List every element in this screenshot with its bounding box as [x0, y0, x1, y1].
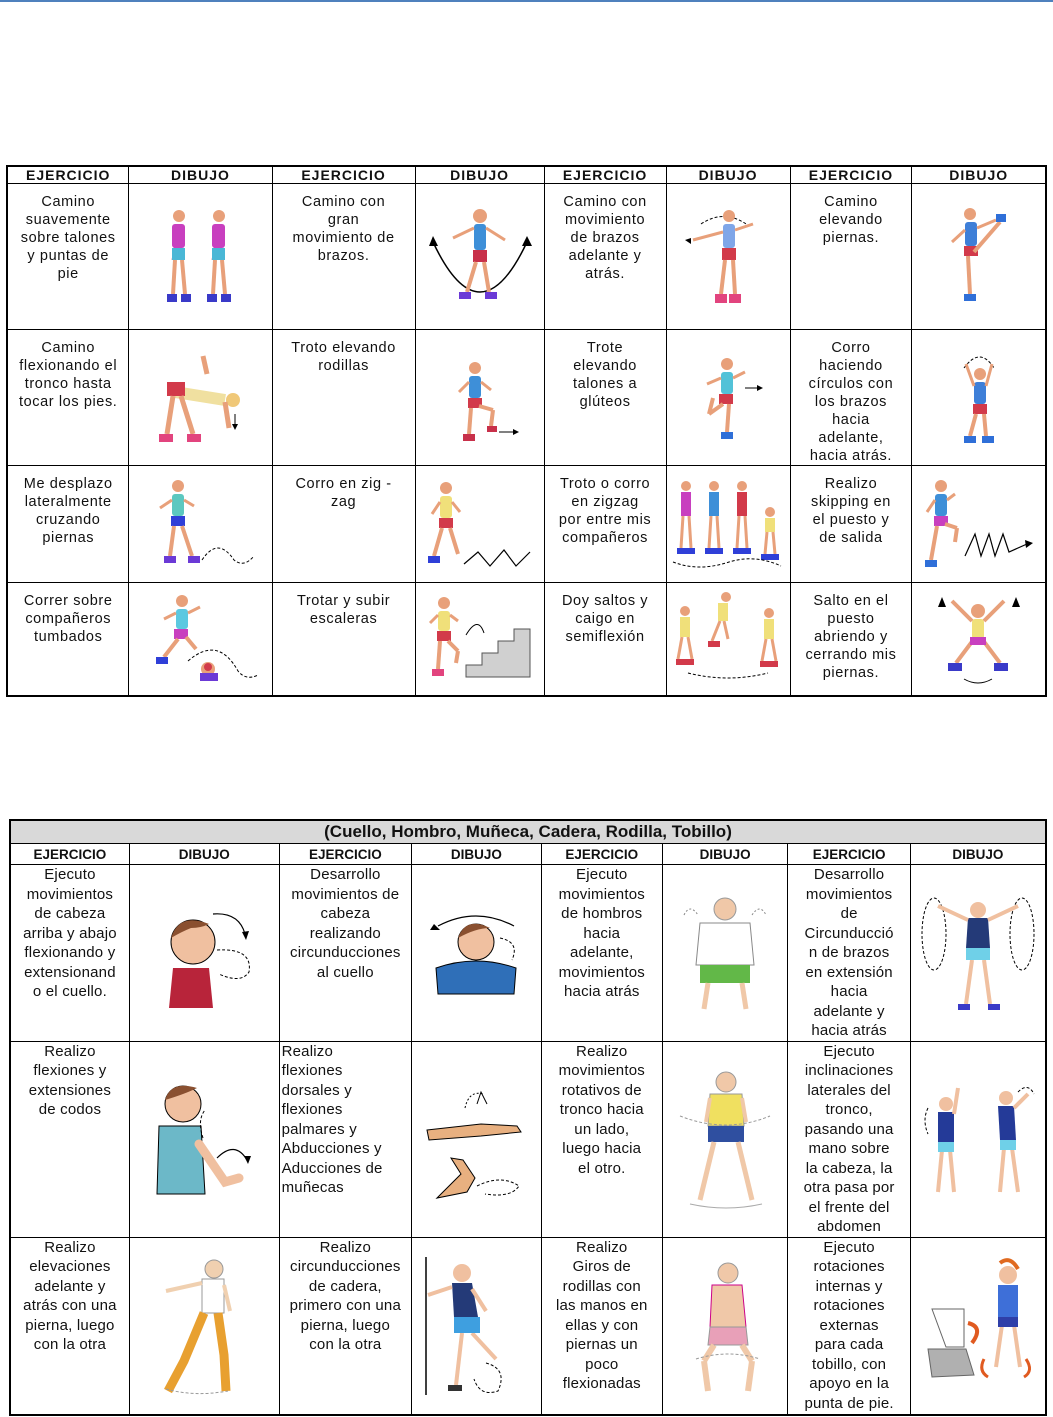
drawing-cell: [910, 1041, 1046, 1237]
joint-mobility-table: [9, 819, 1047, 1416]
column-header: DIBUJO: [666, 166, 790, 184]
drawing-cell: [412, 1041, 541, 1237]
column-header: DIBUJO: [912, 166, 1046, 184]
table-title-row: [10, 820, 1046, 844]
leg-raise-balance-icon: [144, 1251, 264, 1401]
column-header: EJERCICIO: [272, 166, 415, 184]
exercise-cell: Ejecuto movimientos de hombros hacia adelante, movimientos hacia atrás: [541, 865, 662, 1042]
drawing-cell: [666, 466, 790, 583]
drawing-cell: [666, 184, 790, 330]
header-rule: [0, 0, 1053, 2]
arm-forward-back-figure-icon: [683, 202, 773, 312]
table-row: [7, 583, 1046, 696]
drawing-cell: [666, 583, 790, 696]
drawing-cell: [129, 184, 272, 330]
drawing-cell: [662, 1041, 787, 1237]
column-header: EJERCICIO: [541, 844, 662, 865]
exercise-cell: Corro en zig - zag: [272, 466, 415, 583]
exercise-cell: Correr sobre compañeros tumbados: [7, 583, 129, 696]
knee-raise-jog-icon: [435, 348, 525, 448]
exercise-cell: Realizo elevaciones adelante y atrás con una pierna, luego con la otra: [10, 1237, 129, 1415]
drawing-cell: [129, 1041, 279, 1237]
exercise-cell: Realizo circunducciones de cadera, primero con una pierna, luego con la otra: [279, 1237, 412, 1415]
neck-flexion-icon: [149, 898, 259, 1008]
table-row: [7, 184, 1046, 330]
exercise-cell: Camino con gran movimiento de brazos.: [272, 184, 415, 330]
drawing-cell: [415, 583, 544, 696]
column-header: DIBUJO: [129, 166, 272, 184]
arm-swing-figure-icon: [425, 202, 535, 312]
table-title: (Cuello, Hombro, Muñeca, Cadera, Rodilla, Tobillo): [10, 820, 1046, 844]
drawing-cell: [129, 1237, 279, 1415]
exercise-cell: Troto elevando rodillas: [272, 330, 415, 466]
drawing-cell: [412, 865, 541, 1042]
column-header: EJERCICIO: [279, 844, 412, 865]
column-header: DIBUJO: [910, 844, 1046, 865]
exercise-cell: Trotar y subir escaleras: [272, 583, 415, 696]
drawing-cell: [666, 330, 790, 466]
exercise-cell: Ejecuto movimientos de cabeza arriba y abajo flexionando y extensionand o el cuello.: [10, 865, 129, 1042]
column-header: EJERCICIO: [10, 844, 129, 865]
arm-circle-run-icon: [934, 348, 1024, 448]
exercise-cell: Corro haciendo círculos con los brazos hacia adelante, hacia atrás.: [790, 330, 912, 466]
table-row: [10, 1041, 1046, 1237]
exercise-cell: Camino suavemente sobre talones y puntas de pie: [7, 184, 129, 330]
exercise-cell: Salto en el puesto abriendo y cerrando mis piernas.: [790, 583, 912, 696]
drawing-cell: [415, 330, 544, 466]
column-header: DIBUJO: [412, 844, 541, 865]
table-header-row: [7, 166, 1046, 184]
exercise-cell: Camino elevando piernas.: [790, 184, 912, 330]
exercise-cell: Troto o corro en zigzag por entre mis compañeros: [544, 466, 666, 583]
exercise-cell: Me desplazo lateralmente cruzando piernas: [7, 466, 129, 583]
skipping-icon: [919, 476, 1039, 572]
drawing-cell: [912, 330, 1046, 466]
exercise-cell: Realizo flexiones y extensiones de codos: [10, 1041, 129, 1237]
exercise-cell: Realizo Giros de rodillas con las manos en ellas y con piernas un poco flexionadas: [541, 1237, 662, 1415]
lateral-bend-icon: [918, 1074, 1038, 1204]
jump-semiflex-icon: [668, 591, 788, 687]
arm-circles-icon: [918, 888, 1038, 1018]
column-header: EJERCICIO: [788, 844, 910, 865]
table-row: [10, 1237, 1046, 1415]
drawing-cell: [910, 1237, 1046, 1415]
shoulder-roll-icon: [670, 893, 780, 1013]
warmup-exercise-table: [6, 165, 1047, 697]
exercise-cell: Trote elevando talones a glúteos: [544, 330, 666, 466]
table-row: [7, 466, 1046, 583]
drawing-cell: [415, 466, 544, 583]
elbow-flexion-icon: [149, 1074, 259, 1204]
drawing-cell: [129, 466, 272, 583]
drawing-cell: [412, 1237, 541, 1415]
neck-circle-icon: [416, 898, 536, 1008]
table-row: [10, 865, 1046, 1042]
table-row: [7, 330, 1046, 466]
exercise-cell: Realizo movimientos rotativos de tronco hacia un lado, luego hacia el otro.: [541, 1041, 662, 1237]
jump-over-partner-icon: [138, 591, 262, 687]
stairs-jog-icon: [420, 591, 540, 687]
group-zigzag-icon: [669, 476, 787, 572]
drawing-cell: [662, 1237, 787, 1415]
drawing-cell: [912, 466, 1046, 583]
column-header: EJERCICIO: [7, 166, 129, 184]
drawing-cell: [129, 583, 272, 696]
wrist-mobility-icon: [421, 1074, 531, 1204]
exercise-cell: Realizo skipping en el puesto y de salida: [790, 466, 912, 583]
drawing-cell: [662, 865, 787, 1042]
drawing-cell: [129, 330, 272, 466]
ankle-rotation-icon: [918, 1251, 1038, 1401]
column-header: EJERCICIO: [790, 166, 912, 184]
drawing-cell: [910, 865, 1046, 1042]
heel-kick-jog-icon: [683, 348, 773, 448]
leg-raise-figure-icon: [934, 202, 1024, 312]
exercise-cell: Desarrollo movimientos de cabeza realizando circunducciones al cuello: [279, 865, 412, 1042]
exercise-cell: Doy saltos y caigo en semiflexión: [544, 583, 666, 696]
hip-circle-icon: [416, 1251, 536, 1401]
jumping-jack-icon: [924, 591, 1034, 687]
column-header: DIBUJO: [129, 844, 279, 865]
exercise-cell: Ejecuto inclinaciones laterales del tronco, pasando una mano sobre la cabeza, la otra pasa por el frente del abdomen: [788, 1041, 910, 1237]
drawing-cell: [912, 184, 1046, 330]
zigzag-run-icon: [420, 476, 540, 572]
exercise-cell: Realizo flexiones dorsales y flexiones palmares y Abducciones y Aducciones de muñecas: [279, 1041, 412, 1237]
exercise-cell: Desarrollo movimientos de Circunducció n de brazos en extensión hacia adelante y hacia atrás: [788, 865, 910, 1042]
trunk-rotation-icon: [670, 1064, 780, 1214]
column-header: DIBUJO: [415, 166, 544, 184]
lateral-crossover-icon: [140, 476, 260, 572]
walking-figures-icon: [155, 202, 245, 312]
exercise-cell: Camino flexionando el tronco hasta tocar los pies.: [7, 330, 129, 466]
drawing-cell: [129, 865, 279, 1042]
column-header: EJERCICIO: [544, 166, 666, 184]
table-header-row: [10, 844, 1046, 865]
exercise-cell: Camino con movimiento de brazos adelante y atrás.: [544, 184, 666, 330]
knee-circle-icon: [670, 1251, 780, 1401]
trunk-flex-figure-icon: [145, 348, 255, 448]
drawing-cell: [415, 184, 544, 330]
drawing-cell: [912, 583, 1046, 696]
exercise-cell: Ejecuto rotaciones internas y rotaciones externas para cada tobillo, con apoyo en la punta de pie.: [788, 1237, 910, 1415]
column-header: DIBUJO: [662, 844, 787, 865]
